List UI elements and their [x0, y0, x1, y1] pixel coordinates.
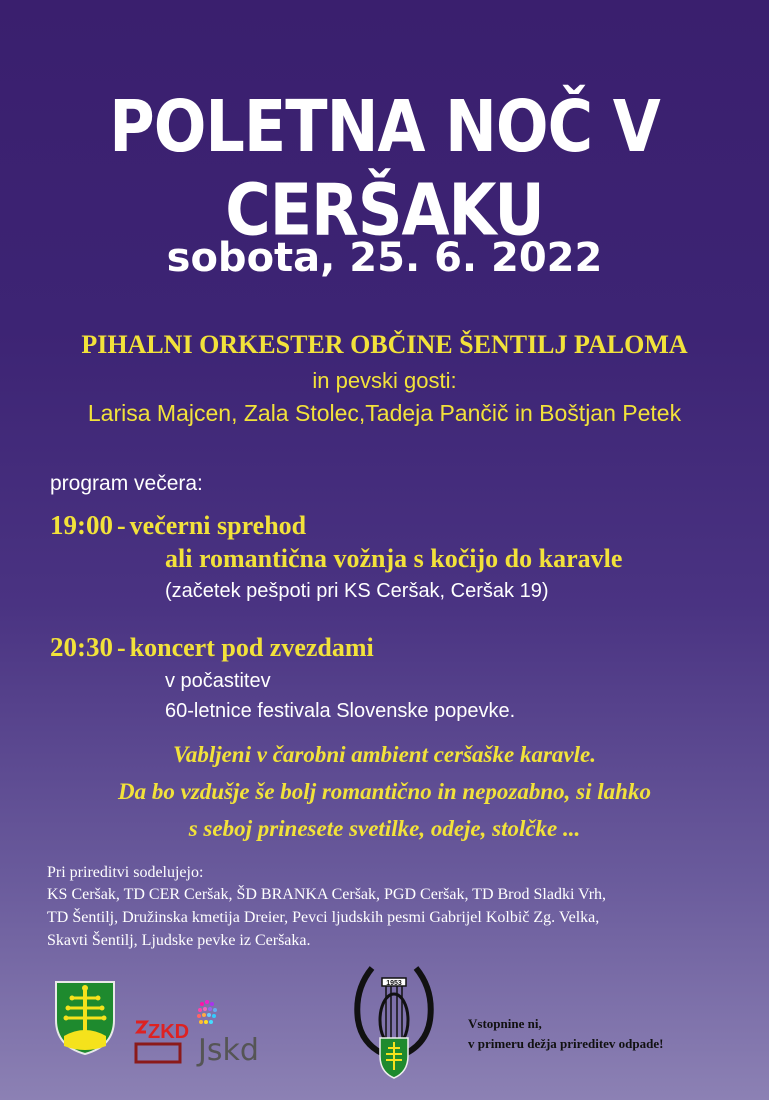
- invite-line-1: Vabljeni v čarobni ambient ceršaške karavle.: [173, 742, 596, 767]
- program-item-1: [50, 510, 306, 541]
- footer-line-2: v primeru dežja prireditev odpade!: [468, 1036, 664, 1051]
- program-dash: -: [117, 511, 126, 540]
- program-note-2: 60-letnice festivala Slovenske popevke.: [165, 700, 516, 722]
- program-time: 19:00: [50, 510, 113, 540]
- lyre-year: 1953: [386, 980, 402, 987]
- program-time: 20:30: [50, 632, 113, 662]
- guests-lead: in pevski gosti:: [312, 368, 457, 393]
- invite-line-2: Da bo vzdušje še bolj romantično in nepozabno, si lahko: [118, 779, 651, 804]
- zkd-logo-text: ZKD: [148, 1021, 190, 1043]
- sponsors-line: TD Šentilj, Družinska kmetija Dreier, Pevci ljudskih pesmi Gabrijel Kolbič Zg. Velka,: [47, 909, 600, 926]
- program-item-2: [50, 632, 374, 663]
- jskd-logo-text: Jskd: [198, 1033, 259, 1068]
- program-event: večerni sprehod: [129, 511, 307, 540]
- invite-line-3: s seboj prinesete svetilke, odeje, stolčke ...: [188, 816, 581, 841]
- sponsors-line: Skavti Šentilj, Ljudske pevke iz Ceršaka.: [47, 932, 311, 949]
- sponsors-heading: Pri prireditvi sodelujejo:: [47, 864, 204, 881]
- zkd-logo: [134, 1018, 190, 1066]
- orchestra-name: PIHALNI ORKESTER OBČINE ŠENTILJ PALOMA: [81, 330, 688, 359]
- page-title: POLETNA NOČ V CERŠAKU: [109, 84, 660, 252]
- footer-line-1: Vstopnine ni,: [468, 1016, 542, 1031]
- footer-note: [468, 1014, 663, 1054]
- program-note-1: v počastitev: [165, 670, 271, 692]
- event-date: sobota, 25. 6. 2022: [166, 235, 603, 281]
- program-label: program večera:: [50, 472, 203, 495]
- guests-list: Larisa Majcen, Zala Stolec,Tadeja Pančič in Boštjan Petek: [87, 400, 682, 426]
- jskd-logo: [186, 996, 276, 1071]
- program-event-alt: ali romantična vožnja s kočijo do karavle: [165, 544, 623, 573]
- program-dash: -: [117, 633, 126, 662]
- lyre-logo: [348, 960, 440, 1085]
- sponsors-line: KS Ceršak, TD CER Ceršak, ŠD BRANKA Ceršak, PGD Ceršak, TD Brod Sladki Vrh,: [47, 886, 607, 903]
- municipality-crest-logo: [54, 980, 116, 1061]
- program-note: (začetek pešpoti pri KS Ceršak, Ceršak 19): [165, 580, 549, 602]
- program-event: koncert pod zvezdami: [129, 633, 374, 662]
